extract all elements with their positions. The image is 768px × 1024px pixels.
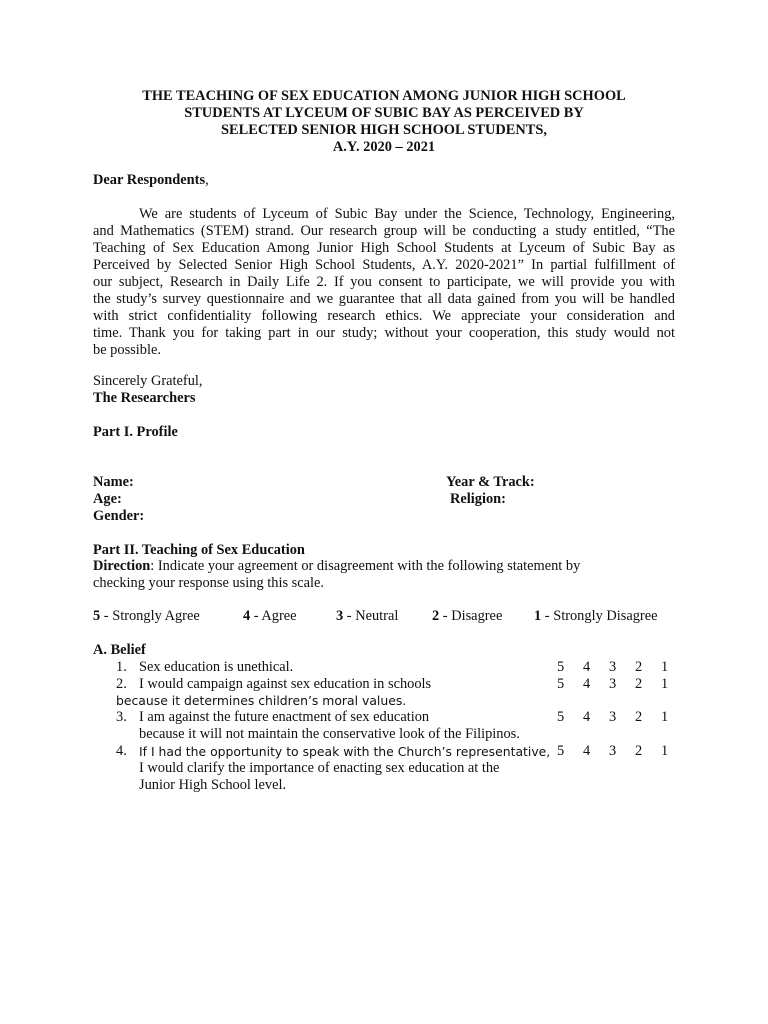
title-line-4: A.Y. 2020 – 2021: [332, 139, 436, 155]
gender-label: Gender:: [93, 508, 145, 524]
scale-item: [336, 608, 398, 625]
letter-line: with strict confidentiality following research ethics. We appreciate your consideration and: [93, 308, 675, 324]
letter-body: [93, 206, 675, 359]
scale-item: [534, 608, 658, 625]
rating-option[interactable]: 2: [635, 659, 643, 675]
item-text: I would campaign against sex education in schools: [139, 676, 432, 692]
item-number: 3.: [116, 709, 127, 725]
rating-option[interactable]: 2: [635, 709, 643, 725]
rating-option[interactable]: 4: [583, 659, 591, 675]
scale-label: - Disagree: [439, 608, 503, 624]
scale-label: - Strongly Agree: [100, 608, 200, 624]
direction-text: : Indicate your agreement or disagreement with the following statement by: [150, 558, 581, 574]
rating-option[interactable]: 1: [661, 743, 669, 759]
letter-line: the study’s survey questionnaire and we guarantee that all data gained from you will be handled: [93, 291, 675, 307]
rating-option[interactable]: 1: [661, 676, 669, 692]
scale-item: [93, 608, 200, 625]
letter-line: Perceived by Selected Senior High School Students, A.Y. 2020-2021” In partial fulfillment of: [93, 257, 675, 273]
direction-line: [93, 558, 580, 575]
item-text: If I had the opportunity to speak with the Church’s representative,: [139, 744, 551, 759]
rating-option[interactable]: 5: [557, 676, 565, 692]
name-label: Name:: [93, 474, 134, 490]
rating-option[interactable]: 4: [583, 743, 591, 759]
rating-option[interactable]: 5: [557, 709, 565, 725]
rating-option[interactable]: 4: [583, 676, 591, 692]
letter-line: We are students of Lyceum of Subic Bay under the Science, Technology, Engineering,: [139, 206, 675, 222]
greeting-text: Dear Respondents: [93, 172, 206, 188]
item-text-continued: I would clarify the importance of enacting sex education at the: [139, 760, 500, 776]
rating-option[interactable]: 1: [661, 709, 669, 725]
title-line-1: THE TEACHING OF SEX EDUCATION AMONG JUNIOR HIGH SCHOOL: [142, 88, 626, 104]
rating-options[interactable]: [557, 659, 667, 676]
item-text-continued: because it will not maintain the conservative look of the Filipinos.: [139, 726, 520, 742]
letter-line: Teaching of Sex Education Among Junior High School Students at Lyceum of Subic Bay as: [93, 240, 675, 256]
scale-number: 2: [432, 608, 440, 624]
letter-line: time. Thank you for taking part in our study; without your cooperation, this study would not: [93, 325, 675, 341]
item-number: 1.: [116, 659, 127, 675]
item-number: 4.: [116, 743, 127, 759]
age-label: Age:: [93, 491, 122, 507]
item-text-continued: because it determines children’s moral values.: [116, 693, 407, 708]
item-text: Sex education is unethical.: [139, 659, 294, 675]
scale-item: [432, 608, 502, 625]
letter-line: our subject, Research in Daily Life 2. If you consent to participate, we will provide you with: [93, 274, 675, 290]
scale-number: 3: [336, 608, 344, 624]
part1-heading: Part I. Profile: [93, 424, 178, 440]
scale-item: [243, 608, 297, 625]
signature: The Researchers: [93, 390, 196, 406]
direction-line-2: checking your response using this scale.: [93, 575, 324, 591]
religion-label: Religion:: [450, 491, 506, 507]
scale-label: - Strongly Disagree: [541, 608, 658, 624]
title-line-2: STUDENTS AT LYCEUM OF SUBIC BAY AS PERCEIVED BY: [184, 105, 584, 121]
part2-heading: Part II. Teaching of Sex Education: [93, 542, 305, 558]
title-line-3: SELECTED SENIOR HIGH SCHOOL STUDENTS,: [221, 122, 547, 138]
scale-label: - Neutral: [343, 608, 399, 624]
document-title: [0, 88, 768, 156]
item-text: I am against the future enactment of sex education: [139, 709, 430, 725]
rating-option[interactable]: 3: [609, 676, 617, 692]
scale-label: - Agree: [250, 608, 297, 624]
rating-option[interactable]: 3: [609, 743, 617, 759]
closing-line: Sincerely Grateful,: [93, 373, 203, 389]
item-text-continued: Junior High School level.: [139, 777, 287, 793]
rating-options[interactable]: [557, 709, 667, 726]
year-track-label: Year & Track:: [446, 474, 535, 490]
scale-number: 4: [243, 608, 251, 624]
item-number: 2.: [116, 676, 127, 692]
rating-option[interactable]: 5: [557, 659, 565, 675]
rating-option[interactable]: 3: [609, 709, 617, 725]
rating-option[interactable]: 2: [635, 676, 643, 692]
rating-option[interactable]: 5: [557, 743, 565, 759]
letter-line: and Mathematics (STEM) strand. Our research group will be conducting a study entitled, “The: [93, 223, 675, 239]
rating-options[interactable]: [557, 676, 667, 693]
scale-number: 1: [534, 608, 542, 624]
direction-label: Direction: [93, 558, 151, 574]
scale-number: 5: [93, 608, 101, 624]
rating-option[interactable]: 4: [583, 709, 591, 725]
rating-option[interactable]: 3: [609, 659, 617, 675]
rating-options[interactable]: [557, 743, 667, 760]
greeting: [93, 172, 209, 189]
rating-option[interactable]: 1: [661, 659, 669, 675]
greeting-punct: ,: [205, 172, 209, 188]
rating-option[interactable]: 2: [635, 743, 643, 759]
letter-line: be possible.: [93, 342, 161, 358]
section-a-heading: A. Belief: [93, 642, 146, 658]
